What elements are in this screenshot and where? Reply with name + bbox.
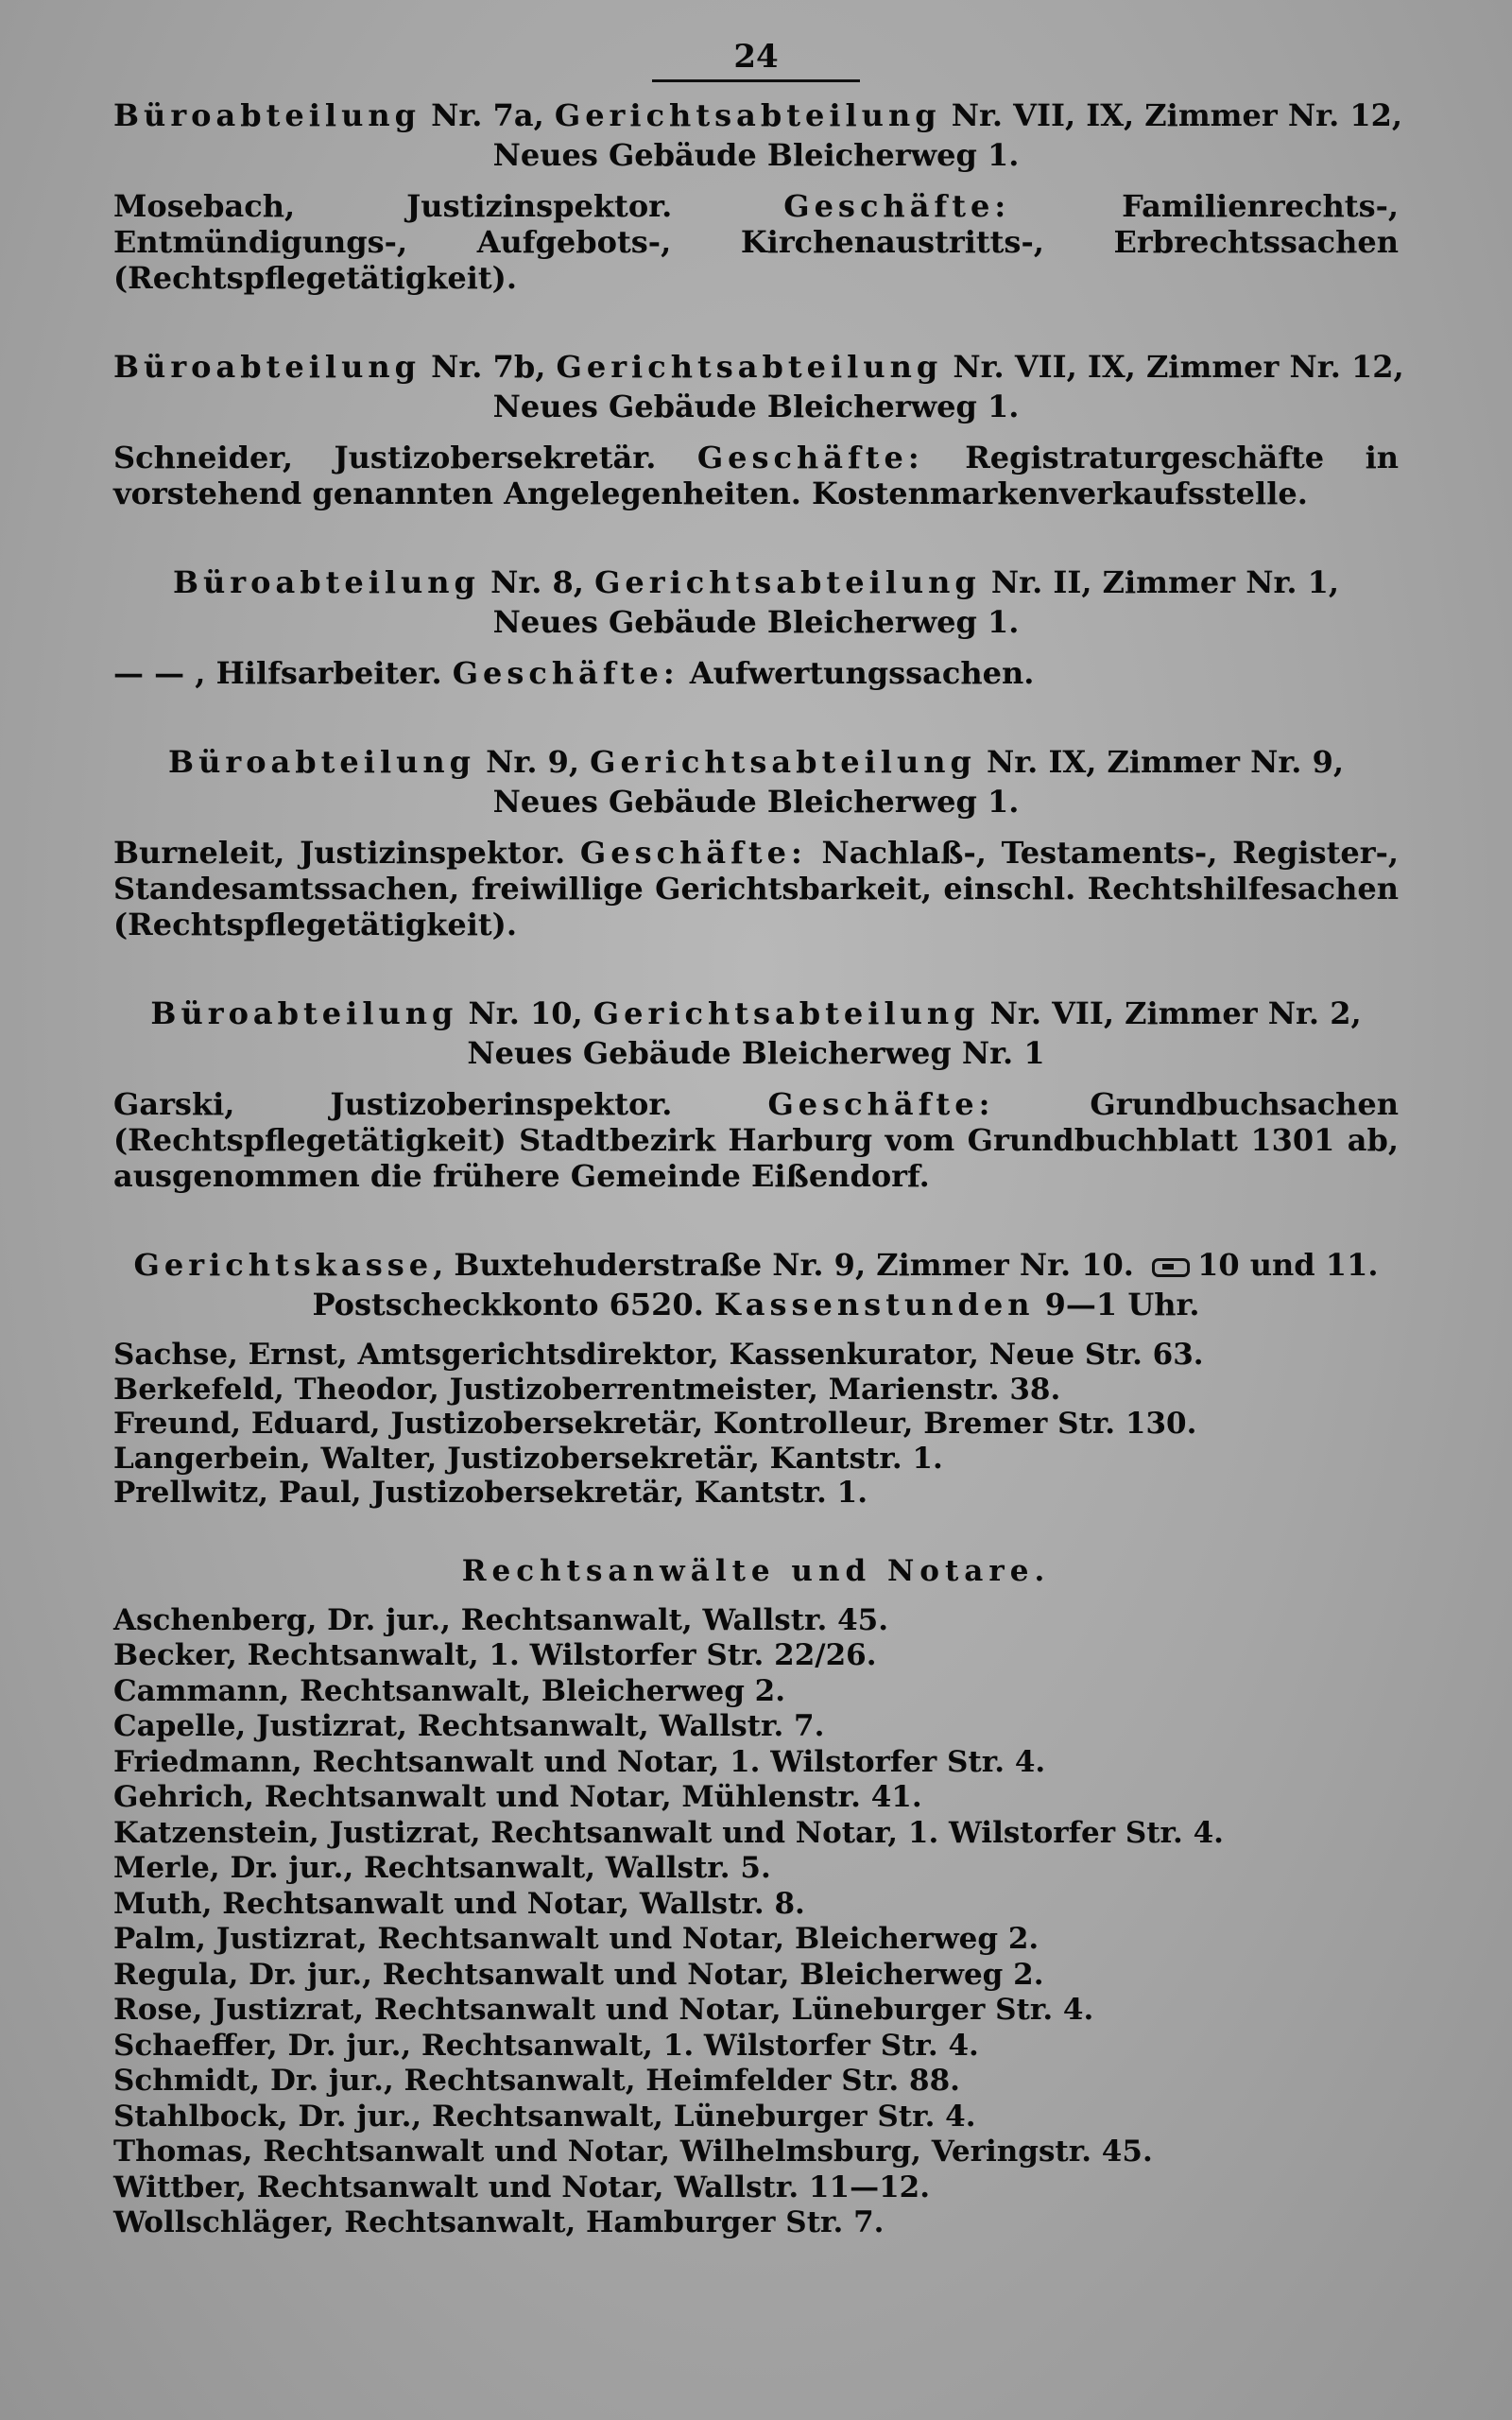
heading-segment: Gerichtsabteilung (594, 564, 981, 600)
department-section (113, 742, 1399, 942)
department-section (113, 562, 1399, 691)
lawyer-entry: Schaeffer, Dr. jur., Rechtsanwalt, 1. Wilstorfer Str. 4. (113, 2028, 979, 2063)
staff-entry: Berkefeld, Theodor, Justizoberrentmeister, Marienstr. 38. (113, 1372, 1061, 1407)
heading-segment: Nr. IX, Zimmer Nr. 9, (975, 744, 1344, 780)
section-heading-line (113, 347, 1404, 387)
body-segment: Geschäfte: (696, 440, 924, 475)
lawyer-entry: Rose, Justizrat, Rechtsanwalt und Notar, Lüneburger Str. 4. (113, 1993, 1094, 2027)
page-content (113, 38, 1404, 2241)
heading-segment: Nr. II, Zimmer Nr. 1, (980, 564, 1340, 600)
body-segment: Geschäfte: (579, 835, 807, 871)
department-section (113, 95, 1403, 296)
section-heading-line (113, 602, 1399, 642)
lawyer-entry: Aschenberg, Dr. jur., Rechtsanwalt, Wallstr. 45. (113, 1602, 889, 1637)
heading-segment: Neues Gebäude Bleicherweg 1. (492, 389, 1020, 424)
court-cash-office (113, 1245, 1399, 1511)
body-segment: Geschäfte: (767, 1086, 995, 1122)
lawyer-entry: Becker, Rechtsanwalt, 1. Wilstorfer Str. 22/26. (113, 1638, 877, 1672)
heading-segment: Nr. VII, Zimmer Nr. 2, (979, 995, 1362, 1031)
cash-office-heading-line-1 (113, 1245, 1399, 1285)
department-sections (113, 82, 1404, 1194)
section-body (113, 655, 1399, 691)
lawyer-entry: Wittber, Rechtsanwalt und Notar, Wallstr. 11—12. (113, 2169, 931, 2204)
postal-check-account: Postscheckkonto 6520. (312, 1287, 714, 1322)
lawyers-section (113, 1552, 1399, 2241)
heading-segment: Nr. 9, (475, 744, 591, 780)
cash-office-address: , Buxtehuderstraße Nr. 9, Zimmer Nr. 10. (433, 1247, 1134, 1283)
body-segment: Schneider, Justizobersekretär. (113, 440, 697, 475)
heading-segment: Nr. 8, (479, 564, 595, 600)
lawyer-entry: Merle, Dr. jur., Rechtsanwalt, Wallstr. 5. (113, 1851, 771, 1885)
staff-entry: Freund, Eduard, Justizobersekretär, Kontrolleur, Bremer Str. 130. (113, 1407, 1197, 1441)
lawyer-entry: Wollschläger, Rechtsanwalt, Hamburger Str. 7. (113, 2205, 885, 2239)
department-section (113, 347, 1404, 511)
body-segment: — — , Hilfsarbeiter. (113, 655, 453, 691)
body-segment: Geschäfte: (783, 188, 1011, 224)
heading-segment: Nr. VII, IX, Zimmer Nr. 12, (942, 349, 1404, 385)
cash-hours-label: Kassenstunden (713, 1287, 1035, 1322)
section-heading-line (113, 562, 1399, 602)
body-segment: Registraturgeschäfte in vorstehend genannten Angelegenheiten. Kostenmarkenverkaufsstelle. (113, 440, 1400, 511)
body-segment: Nachlaß-, Testaments-, Register-, Standesamtssachen, freiwillige Gerichtsbarkeit, einschl. Rechtshilfesachen (Rechtspflegetätigkeit). (113, 835, 1400, 942)
section-heading-line (113, 742, 1399, 782)
section-heading-line (113, 95, 1403, 135)
cash-hours-value: 9—1 Uhr. (1034, 1287, 1200, 1322)
heading-segment: Neues Gebäude Bleicherweg 1. (492, 784, 1020, 820)
lawyer-entry: Palm, Justizrat, Rechtsanwalt und Notar, Bleicherweg 2. (113, 1922, 1040, 1956)
lawyer-entry: Friedmann, Rechtsanwalt und Notar, 1. Wilstorfer Str. 4. (113, 1744, 1046, 1779)
body-segment: Geschäfte: (452, 655, 679, 691)
lawyers-list (113, 1603, 1399, 2241)
heading-segment: Nr. 7b, (420, 349, 557, 385)
heading-segment: Büroabteilung (150, 995, 458, 1031)
section-body (113, 1086, 1399, 1194)
section-heading-line (113, 387, 1399, 426)
heading-segment: Neues Gebäude Bleicherweg 1. (492, 137, 1020, 173)
heading-segment: Büroabteilung (113, 349, 421, 385)
lawyer-entry: Capelle, Justizrat, Rechtsanwalt, Wallstr. 7. (113, 1709, 825, 1743)
page-number: 24 (733, 38, 779, 76)
body-segment: Garski, Justizoberinspektor. (113, 1086, 768, 1122)
lawyer-entry: Muth, Rechtsanwalt und Notar, Wallstr. 8. (113, 1886, 805, 1921)
section-body (113, 188, 1399, 296)
staff-entry: Langerbein, Walter, Justizobersekretär, Kantstr. 1. (113, 1441, 943, 1476)
lawyer-entry: Thomas, Rechtsanwalt und Notar, Wilhelmsburg, Veringstr. 45. (113, 2135, 1153, 2169)
cash-office-phone: 10 und 11. (1197, 1247, 1379, 1283)
lawyer-entry: Stahlbock, Dr. jur., Rechtsanwalt, Lüneburger Str. 4. (113, 2099, 976, 2134)
body-segment: Grundbuchsachen (Rechtspflegetätigkeit) Stadtbezirk Harburg vom Grundbuchblatt 1301 ab, ausgenommen die frühere Gemeinde Eißendorf. (113, 1086, 1400, 1194)
lawyer-entry: Gehrich, Rechtsanwalt und Notar, Mühlenstr. 41. (113, 1780, 922, 1814)
lawyer-entry: Schmidt, Dr. jur., Rechtsanwalt, Heimfelder Str. 88. (113, 2064, 960, 2098)
heading-segment: Gerichtsabteilung (593, 995, 980, 1031)
department-section (113, 994, 1399, 1194)
telephone-icon (1152, 1258, 1190, 1277)
section-heading-line (113, 135, 1399, 175)
body-segment: Burneleit, Justizinspektor. (113, 835, 580, 871)
staff-entry: Sachse, Ernst, Amtsgerichtsdirektor, Kassenkurator, Neue Str. 63. (113, 1338, 1204, 1372)
heading-segment: Gerichtsabteilung (556, 349, 943, 385)
heading-segment: Büroabteilung (172, 564, 480, 600)
heading-segment: Neues Gebäude Bleicherweg 1. (492, 604, 1020, 640)
heading-segment: Gerichtsabteilung (554, 97, 941, 133)
section-body (113, 835, 1399, 942)
section-heading-line (113, 994, 1399, 1033)
lawyer-entry: Regula, Dr. jur., Rechtsanwalt und Notar, Bleicherweg 2. (113, 1957, 1044, 1992)
heading-segment: Büroabteilung (113, 97, 421, 133)
lawyer-entry: Katzenstein, Justizrat, Rechtsanwalt und Notar, 1. Wilstorfer Str. 4. (113, 1815, 1224, 1850)
lawyer-entry: Cammann, Rechtsanwalt, Bleicherweg 2. (113, 1673, 786, 1708)
cash-office-heading-line-2 (113, 1285, 1399, 1324)
heading-segment: Nr. 10, (457, 995, 593, 1031)
body-segment: Mosebach, Justizinspektor. (113, 188, 784, 224)
cash-office-title: Gerichtskasse (133, 1247, 434, 1283)
section-heading-line (113, 1033, 1399, 1073)
heading-segment: Nr. VII, IX, Zimmer Nr. 12, (940, 97, 1403, 133)
heading-segment: Nr. 7a, (420, 97, 555, 133)
body-segment: Familienrechts-, Entmündigungs-, Aufgebots-, Kirchenaustritts-, Erbrechtssachen (Rechtspflegetätigkeit). (113, 188, 1399, 296)
cash-office-staff-list (113, 1338, 1399, 1511)
body-segment: Aufwertungssachen. (679, 655, 1035, 691)
lawyers-title: Rechtsanwälte und Notare. (461, 1553, 1051, 1588)
heading-segment: Neues Gebäude Bleicherweg Nr. 1 (467, 1035, 1045, 1071)
section-heading-line (113, 782, 1399, 821)
heading-segment: Büroabteilung (168, 744, 475, 780)
section-body (113, 440, 1399, 511)
heading-segment: Gerichtsabteilung (590, 744, 976, 780)
staff-entry: Prellwitz, Paul, Justizobersekretär, Kantstr. 1. (113, 1476, 868, 1510)
